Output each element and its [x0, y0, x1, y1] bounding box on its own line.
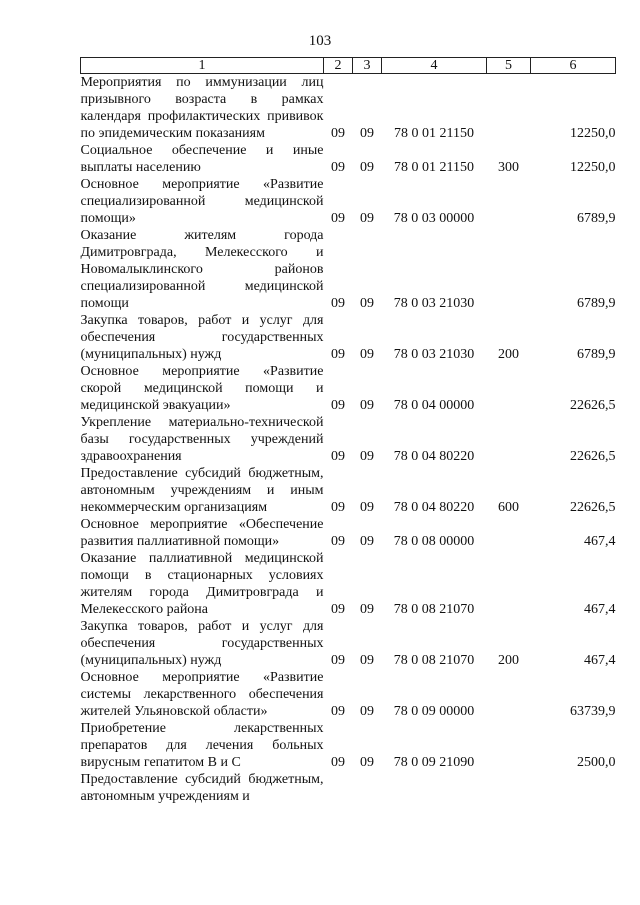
subsection-code: 09 — [360, 126, 374, 141]
section-code: 09 — [331, 126, 345, 141]
subsection-code: 09 — [360, 534, 374, 549]
section-code: 09 — [331, 755, 345, 770]
section-code: 09 — [331, 296, 345, 311]
subsection-code: 09 — [360, 347, 374, 362]
table-row — [81, 720, 616, 771]
table-row — [81, 516, 616, 550]
amount: 2500,0 — [577, 755, 616, 770]
row-name: Закупка товаров, работ и услуг для обеспечения государственных (муниципальных) нужд — [80, 619, 324, 668]
table-row — [81, 669, 616, 720]
row-name: Предоставление субсидий бюджетным, автономным учреждениям и иным некоммерческим организациям — [80, 466, 324, 515]
section-code: 09 — [331, 160, 345, 175]
table-row — [81, 312, 616, 363]
section-code: 09 — [331, 500, 345, 515]
row-name: Основное мероприятие «Развитие скорой медицинской помощи и медицинской эвакуации» — [80, 364, 324, 413]
section-code — [324, 771, 353, 805]
expense-type-code — [487, 414, 531, 465]
column-number-6: 6 — [531, 58, 616, 74]
subsection-code: 09 — [360, 602, 374, 617]
table-row — [81, 363, 616, 414]
target-article-code — [382, 771, 487, 805]
target-article-code: 78 0 03 00000 — [393, 211, 475, 226]
table-row — [81, 142, 616, 176]
target-article-code: 78 0 04 80220 — [393, 500, 475, 515]
section-code: 09 — [331, 398, 345, 413]
row-name: Мероприятия по иммунизации лиц призывного возраста в рамках календаря профилактических прививок по эпидемическим показаниям — [80, 75, 324, 141]
target-article-code: 78 0 08 00000 — [393, 534, 475, 549]
amount: 467,4 — [584, 602, 616, 617]
amount: 6789,9 — [577, 296, 616, 311]
target-article-code: 78 0 04 00000 — [393, 398, 475, 413]
table-row — [81, 176, 616, 227]
expense-type-code — [487, 227, 531, 312]
target-article-code: 78 0 03 21030 — [393, 296, 475, 311]
amount: 22626,5 — [570, 449, 616, 464]
row-name: Основное мероприятие «Обеспечение развития паллиативной помощи» — [80, 517, 324, 549]
row-name: Закупка товаров, работ и услуг для обеспечения государственных (муниципальных) нужд — [80, 313, 324, 362]
subsection-code: 09 — [360, 449, 374, 464]
section-code: 09 — [331, 211, 345, 226]
subsection-code: 09 — [360, 500, 374, 515]
row-name: Основное мероприятие «Развитие специализированной медицинской помощи» — [80, 177, 324, 226]
target-article-code: 78 0 03 21030 — [393, 347, 475, 362]
column-number-1: 1 — [81, 58, 324, 74]
section-code: 09 — [331, 347, 345, 362]
table-header — [81, 58, 616, 74]
subsection-code — [353, 771, 382, 805]
amount: 467,4 — [584, 534, 616, 549]
amount: 6789,9 — [577, 211, 616, 226]
table-row — [81, 414, 616, 465]
section-code: 09 — [331, 704, 345, 719]
section-code: 09 — [331, 449, 345, 464]
column-number-5: 5 — [487, 58, 531, 74]
amount: 12250,0 — [570, 126, 616, 141]
expense-type-code — [487, 363, 531, 414]
target-article-code: 78 0 01 21150 — [394, 160, 474, 175]
expense-type-code: 300 — [498, 160, 519, 175]
target-article-code: 78 0 08 21070 — [393, 653, 475, 668]
subsection-code: 09 — [360, 704, 374, 719]
subsection-code: 09 — [360, 398, 374, 413]
header-row — [81, 58, 616, 74]
table-row — [81, 550, 616, 618]
target-article-code: 78 0 09 00000 — [393, 704, 475, 719]
expense-type-code — [487, 516, 531, 550]
amount: 6789,9 — [577, 347, 616, 362]
row-name: Укрепление материально-технической базы государственных учреждений здравоохранения — [80, 415, 324, 464]
section-code: 09 — [331, 653, 345, 668]
target-article-code: 78 0 01 21150 — [394, 126, 474, 141]
table-row — [81, 465, 616, 516]
section-code: 09 — [331, 602, 345, 617]
row-name: Основное мероприятие «Развитие системы лекарственного обеспечения жителей Ульяновской области» — [80, 670, 324, 719]
row-name: Приобретение лекарственных препаратов для лечения больных вирусным гепатитом В и С — [80, 721, 324, 770]
table-row — [81, 227, 616, 312]
table-body — [81, 74, 616, 806]
column-number-2: 2 — [324, 58, 353, 74]
subsection-code: 09 — [360, 296, 374, 311]
expense-type-code — [487, 669, 531, 720]
expense-type-code — [487, 176, 531, 227]
column-number-4: 4 — [382, 58, 487, 74]
table-row — [81, 74, 616, 143]
amount — [531, 771, 616, 805]
expense-type-code — [487, 550, 531, 618]
expense-type-code — [487, 771, 531, 805]
subsection-code: 09 — [360, 653, 374, 668]
amount: 22626,5 — [570, 398, 616, 413]
row-name: Оказание жителям города Димитровграда, Мелекесского и Новомалыклинского районов специализированной медицинской помощи — [80, 228, 324, 311]
expense-type-code — [487, 720, 531, 771]
expense-type-code — [487, 74, 531, 143]
budget-table — [80, 57, 616, 805]
column-number-3: 3 — [353, 58, 382, 74]
page-number: 103 — [308, 33, 332, 49]
row-name: Оказание паллиативной медицинской помощи в стационарных условиях жителям города Димитровграда и Мелекесского района — [80, 551, 324, 617]
row-name: Предоставление субсидий бюджетным, автономным учреждениям и — [80, 772, 324, 804]
section-code: 09 — [331, 534, 345, 549]
row-name: Социальное обеспечение и иные выплаты населению — [80, 143, 324, 175]
expense-type-code: 200 — [498, 347, 519, 362]
subsection-code: 09 — [360, 211, 374, 226]
expense-type-code: 600 — [498, 500, 519, 515]
subsection-code: 09 — [360, 160, 374, 175]
target-article-code: 78 0 04 80220 — [393, 449, 475, 464]
table-row — [81, 618, 616, 669]
subsection-code: 09 — [360, 755, 374, 770]
amount: 12250,0 — [570, 160, 616, 175]
expense-type-code: 200 — [498, 653, 519, 668]
amount: 22626,5 — [570, 500, 616, 515]
amount: 467,4 — [584, 653, 616, 668]
target-article-code: 78 0 08 21070 — [393, 602, 475, 617]
target-article-code: 78 0 09 21090 — [393, 755, 475, 770]
amount: 63739,9 — [570, 704, 616, 719]
table-row — [81, 771, 616, 805]
